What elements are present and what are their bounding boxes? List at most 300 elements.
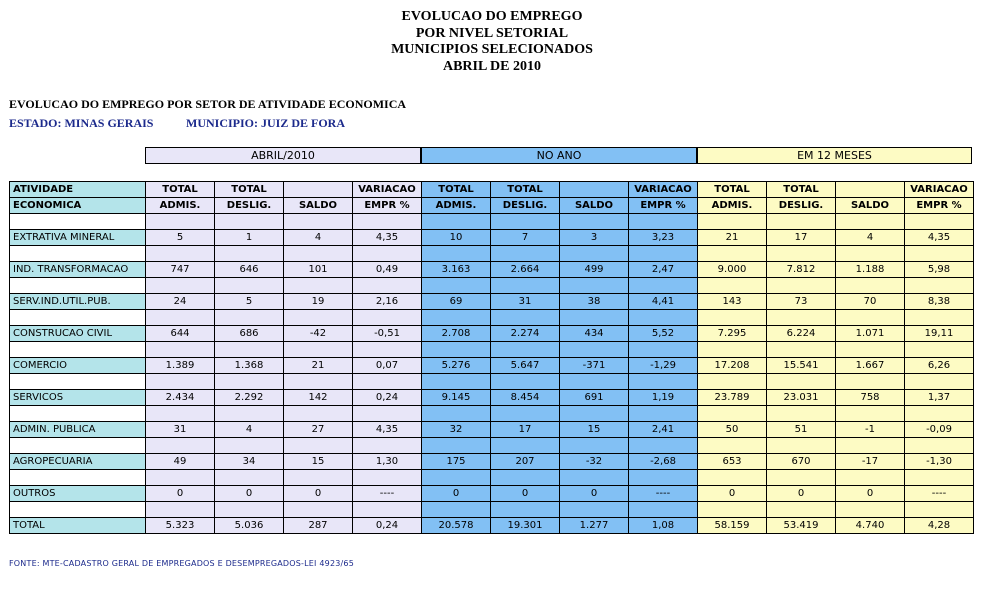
- table-cell: [491, 278, 560, 294]
- row-label: SERV.IND.UTIL.PUB.: [10, 294, 146, 310]
- table-cell: 21: [698, 230, 767, 246]
- table-cell: 1.667: [836, 358, 905, 374]
- table-cell: 175: [422, 454, 491, 470]
- table-cell: 758: [836, 390, 905, 406]
- table-cell: [146, 406, 215, 422]
- table-cell: 0,49: [353, 262, 422, 278]
- table-subtitle: EVOLUCAO DO EMPREGO POR SETOR DE ATIVIDADE ECONOMICA: [9, 97, 407, 111]
- table-cell: [215, 502, 284, 518]
- table-cell: [146, 438, 215, 454]
- table-cell: 499: [560, 262, 629, 278]
- table-cell: [836, 374, 905, 390]
- table-cell: [698, 502, 767, 518]
- table-cell: [215, 470, 284, 486]
- table-cell: 4: [284, 230, 353, 246]
- table-cell: [284, 182, 353, 198]
- table-cell: [491, 342, 560, 358]
- table-cell: [905, 470, 974, 486]
- table-cell: [767, 278, 836, 294]
- table-row: [10, 262, 974, 278]
- table-cell: [698, 310, 767, 326]
- table-cell: [629, 246, 698, 262]
- row-label: [10, 502, 146, 518]
- table-cell: 10: [422, 230, 491, 246]
- table-cell: 1,30: [353, 454, 422, 470]
- row-label: AGROPECUARIA: [10, 454, 146, 470]
- table-cell: [905, 502, 974, 518]
- table-cell: 4,35: [353, 230, 422, 246]
- table-cell: [491, 246, 560, 262]
- table-cell: SALDO: [284, 198, 353, 214]
- table-cell: 0: [284, 486, 353, 502]
- table-cell: 49: [146, 454, 215, 470]
- table-cell: [215, 406, 284, 422]
- row-label: [10, 438, 146, 454]
- table-cell: [698, 438, 767, 454]
- table-cell: -0,09: [905, 422, 974, 438]
- table-cell: -2,68: [629, 454, 698, 470]
- row-label: OUTROS: [10, 486, 146, 502]
- table-cell: [146, 246, 215, 262]
- table-cell: [560, 182, 629, 198]
- table-cell: [491, 438, 560, 454]
- table-cell: [767, 438, 836, 454]
- band-abril-2010: ABRIL/2010: [145, 147, 421, 164]
- table-cell: 0: [698, 486, 767, 502]
- table-cell: 21: [284, 358, 353, 374]
- table-cell: 2.664: [491, 262, 560, 278]
- row-label: SERVICOS: [10, 390, 146, 406]
- spacer-row: [10, 502, 974, 518]
- table-cell: -0,51: [353, 326, 422, 342]
- table-cell: TOTAL: [698, 182, 767, 198]
- table-cell: -17: [836, 454, 905, 470]
- table-cell: 70: [836, 294, 905, 310]
- table-cell: 5.276: [422, 358, 491, 374]
- table-cell: [560, 310, 629, 326]
- table-cell: 4.740: [836, 518, 905, 534]
- employment-table: [9, 181, 974, 534]
- report-title: [0, 9, 984, 75]
- table-cell: -1: [836, 422, 905, 438]
- table-cell: 0: [215, 486, 284, 502]
- table-cell: 4: [836, 230, 905, 246]
- table-cell: 4,35: [905, 230, 974, 246]
- table-cell: 17: [767, 230, 836, 246]
- table-cell: 1,37: [905, 390, 974, 406]
- table-cell: [284, 470, 353, 486]
- table-cell: 2,47: [629, 262, 698, 278]
- table-cell: -371: [560, 358, 629, 374]
- table-cell: 143: [698, 294, 767, 310]
- table-cell: DESLIG.: [215, 198, 284, 214]
- table-cell: [353, 374, 422, 390]
- row-label: CONSTRUCAO CIVIL: [10, 326, 146, 342]
- table-cell: 653: [698, 454, 767, 470]
- table-cell: 2,41: [629, 422, 698, 438]
- table-cell: VARIACAO: [905, 182, 974, 198]
- row-label: [10, 278, 146, 294]
- table-cell: [284, 214, 353, 230]
- table-cell: 1.071: [836, 326, 905, 342]
- table-cell: [698, 406, 767, 422]
- table-cell: [698, 374, 767, 390]
- table-cell: [698, 278, 767, 294]
- row-label: [10, 406, 146, 422]
- row-label: [10, 470, 146, 486]
- table-cell: 19,11: [905, 326, 974, 342]
- table-cell: 434: [560, 326, 629, 342]
- table-cell: 3,23: [629, 230, 698, 246]
- table-cell: [215, 214, 284, 230]
- table-cell: EMPR %: [629, 198, 698, 214]
- table-cell: 4,35: [353, 422, 422, 438]
- table-cell: DESLIG.: [491, 198, 560, 214]
- table-cell: [767, 310, 836, 326]
- table-cell: 51: [767, 422, 836, 438]
- table-cell: [146, 278, 215, 294]
- spacer-row: [10, 374, 974, 390]
- table-cell: [905, 342, 974, 358]
- table-cell: [836, 438, 905, 454]
- table-cell: [767, 214, 836, 230]
- table-cell: SALDO: [560, 198, 629, 214]
- table-cell: [353, 342, 422, 358]
- table-cell: ADMIS.: [698, 198, 767, 214]
- table-cell: 1,19: [629, 390, 698, 406]
- table-cell: [215, 278, 284, 294]
- table-cell: [284, 246, 353, 262]
- table-cell: [284, 438, 353, 454]
- table-cell: 686: [215, 326, 284, 342]
- title-line-1: EVOLUCAO DO EMPREGO: [401, 9, 583, 24]
- table-cell: EMPR %: [353, 198, 422, 214]
- table-cell: 5: [215, 294, 284, 310]
- row-label: [10, 374, 146, 390]
- source-footnote: FONTE: MTE-CADASTRO GERAL DE EMPREGADOS E DESEMPREGADOS-LEI 4923/65: [9, 559, 354, 568]
- row-label: EXTRATIVA MINERAL: [10, 230, 146, 246]
- row-label: ADMIN. PUBLICA: [10, 422, 146, 438]
- table-cell: [560, 374, 629, 390]
- row-label: [10, 342, 146, 358]
- table-cell: 691: [560, 390, 629, 406]
- table-cell: [422, 342, 491, 358]
- table-cell: [629, 374, 698, 390]
- table-cell: 0,07: [353, 358, 422, 374]
- table-cell: 2.708: [422, 326, 491, 342]
- table-cell: EMPR %: [905, 198, 974, 214]
- table-cell: 15: [284, 454, 353, 470]
- table-cell: [215, 342, 284, 358]
- table-cell: -1,30: [905, 454, 974, 470]
- table-cell: [560, 470, 629, 486]
- table-cell: DESLIG.: [767, 198, 836, 214]
- table-row: [10, 358, 974, 374]
- row-label: [10, 310, 146, 326]
- table-cell: 19.301: [491, 518, 560, 534]
- row-label: ECONOMICA: [10, 198, 146, 214]
- table-cell: [836, 406, 905, 422]
- table-cell: 6,26: [905, 358, 974, 374]
- table-row: [10, 230, 974, 246]
- table-cell: [767, 246, 836, 262]
- table-cell: [146, 374, 215, 390]
- table-cell: [284, 310, 353, 326]
- table-cell: 69: [422, 294, 491, 310]
- table-cell: [629, 438, 698, 454]
- table-cell: [353, 214, 422, 230]
- table-cell: [767, 374, 836, 390]
- table-cell: 9.000: [698, 262, 767, 278]
- table-cell: [905, 438, 974, 454]
- table-cell: 2.274: [491, 326, 560, 342]
- total-row: [10, 518, 974, 534]
- table-cell: [215, 374, 284, 390]
- row-label: [10, 246, 146, 262]
- table-cell: [422, 310, 491, 326]
- table-cell: [629, 342, 698, 358]
- table-cell: 0: [560, 486, 629, 502]
- table-cell: [422, 438, 491, 454]
- table-cell: [560, 406, 629, 422]
- table-cell: [215, 246, 284, 262]
- table-cell: TOTAL: [146, 182, 215, 198]
- table-cell: 0: [767, 486, 836, 502]
- table-cell: 58.159: [698, 518, 767, 534]
- table-cell: [629, 470, 698, 486]
- table-cell: [491, 310, 560, 326]
- table-row: [10, 294, 974, 310]
- table-cell: [698, 214, 767, 230]
- table-cell: 0: [491, 486, 560, 502]
- table-cell: 73: [767, 294, 836, 310]
- table-cell: VARIACAO: [629, 182, 698, 198]
- table-cell: 747: [146, 262, 215, 278]
- table-cell: [284, 342, 353, 358]
- table-cell: [698, 470, 767, 486]
- table-row: [10, 486, 974, 502]
- table-cell: [146, 342, 215, 358]
- table-cell: [836, 310, 905, 326]
- table-cell: [836, 278, 905, 294]
- table-cell: 32: [422, 422, 491, 438]
- table-cell: 0: [146, 486, 215, 502]
- table-cell: 7: [491, 230, 560, 246]
- header-row-2: [10, 198, 974, 214]
- spacer-row: [10, 470, 974, 486]
- table-cell: [698, 342, 767, 358]
- table-cell: 3.163: [422, 262, 491, 278]
- table-cell: 0,24: [353, 390, 422, 406]
- table-cell: [560, 342, 629, 358]
- table-cell: 31: [146, 422, 215, 438]
- table-cell: [698, 246, 767, 262]
- table-cell: [491, 502, 560, 518]
- table-cell: [905, 374, 974, 390]
- table-cell: 34: [215, 454, 284, 470]
- spacer-row: [10, 214, 974, 230]
- table-cell: -32: [560, 454, 629, 470]
- table-cell: 17: [491, 422, 560, 438]
- table-cell: [353, 406, 422, 422]
- table-cell: [215, 310, 284, 326]
- table-cell: -1,29: [629, 358, 698, 374]
- table-cell: 17.208: [698, 358, 767, 374]
- table-cell: [491, 470, 560, 486]
- table-row: [10, 326, 974, 342]
- row-label: TOTAL: [10, 518, 146, 534]
- table-cell: [422, 374, 491, 390]
- table-cell: [422, 406, 491, 422]
- table-cell: 7.812: [767, 262, 836, 278]
- table-cell: [491, 374, 560, 390]
- spacer-row: [10, 246, 974, 262]
- table-cell: 20.578: [422, 518, 491, 534]
- table-cell: 15: [560, 422, 629, 438]
- title-line-2: POR NIVEL SETORIAL: [415, 25, 569, 41]
- table-cell: 50: [698, 422, 767, 438]
- header-row-1: [10, 182, 974, 198]
- table-cell: [146, 214, 215, 230]
- table-cell: [560, 214, 629, 230]
- table-cell: [146, 502, 215, 518]
- location-line: [9, 116, 345, 131]
- table-cell: 207: [491, 454, 560, 470]
- table-cell: 5.323: [146, 518, 215, 534]
- table-cell: [560, 246, 629, 262]
- table-cell: -42: [284, 326, 353, 342]
- table-cell: [560, 502, 629, 518]
- spacer-row: [10, 438, 974, 454]
- table-cell: [353, 246, 422, 262]
- table-cell: 4,28: [905, 518, 974, 534]
- table-cell: [353, 438, 422, 454]
- table-cell: 1.368: [215, 358, 284, 374]
- table-cell: 101: [284, 262, 353, 278]
- table-cell: 1.277: [560, 518, 629, 534]
- table-cell: 27: [284, 422, 353, 438]
- band-12-meses: EM 12 MESES: [697, 147, 972, 164]
- table-cell: 31: [491, 294, 560, 310]
- table-cell: 5,52: [629, 326, 698, 342]
- table-cell: [629, 406, 698, 422]
- table-cell: [422, 214, 491, 230]
- table-cell: 8,38: [905, 294, 974, 310]
- band-no-ano: NO ANO: [421, 147, 697, 164]
- table-cell: 5,98: [905, 262, 974, 278]
- table-cell: 4,41: [629, 294, 698, 310]
- table-cell: 38: [560, 294, 629, 310]
- table-cell: 19: [284, 294, 353, 310]
- table-cell: [836, 342, 905, 358]
- table-cell: 0,24: [353, 518, 422, 534]
- table-cell: ADMIS.: [422, 198, 491, 214]
- table-cell: ----: [353, 486, 422, 502]
- title-line-4: ABRIL DE 2010: [442, 58, 542, 74]
- spacer-row: [10, 278, 974, 294]
- table-cell: [353, 310, 422, 326]
- table-cell: [767, 470, 836, 486]
- table-row: [10, 454, 974, 470]
- table-cell: [836, 470, 905, 486]
- table-cell: 24: [146, 294, 215, 310]
- table-cell: 1.389: [146, 358, 215, 374]
- table-cell: [284, 406, 353, 422]
- table-cell: [491, 406, 560, 422]
- table-cell: TOTAL: [422, 182, 491, 198]
- table-cell: 53.419: [767, 518, 836, 534]
- table-cell: [905, 246, 974, 262]
- table-cell: 23.789: [698, 390, 767, 406]
- table-cell: 2.434: [146, 390, 215, 406]
- table-cell: 1: [215, 230, 284, 246]
- spacer-row: [10, 406, 974, 422]
- table-cell: 4: [215, 422, 284, 438]
- table-cell: [836, 214, 905, 230]
- table-cell: 0: [422, 486, 491, 502]
- table-cell: 9.145: [422, 390, 491, 406]
- table-cell: [284, 278, 353, 294]
- table-cell: [905, 406, 974, 422]
- table-cell: [836, 182, 905, 198]
- table-cell: [146, 470, 215, 486]
- table-cell: [560, 438, 629, 454]
- title-line-3: MUNICIPIOS SELECIONADOS: [391, 42, 593, 57]
- table-cell: 5.036: [215, 518, 284, 534]
- table-cell: 1,08: [629, 518, 698, 534]
- table-cell: TOTAL: [767, 182, 836, 198]
- table-cell: 23.031: [767, 390, 836, 406]
- row-label: ATIVIDADE: [10, 182, 146, 198]
- table-cell: [767, 406, 836, 422]
- table-cell: 6.224: [767, 326, 836, 342]
- table-cell: [905, 310, 974, 326]
- table-cell: ----: [905, 486, 974, 502]
- table-cell: 644: [146, 326, 215, 342]
- table-cell: [491, 214, 560, 230]
- table-cell: 287: [284, 518, 353, 534]
- table-cell: [422, 278, 491, 294]
- table-cell: 2,16: [353, 294, 422, 310]
- row-label: COMERCIO: [10, 358, 146, 374]
- table-cell: [422, 246, 491, 262]
- table-cell: [284, 502, 353, 518]
- row-label: [10, 214, 146, 230]
- table-cell: [284, 374, 353, 390]
- table-cell: 5.647: [491, 358, 560, 374]
- spacer-row: [10, 342, 974, 358]
- table-cell: [629, 310, 698, 326]
- table-row: [10, 422, 974, 438]
- table-cell: 7.295: [698, 326, 767, 342]
- table-cell: [767, 342, 836, 358]
- spacer-row: [10, 310, 974, 326]
- table-cell: 3: [560, 230, 629, 246]
- table-cell: SALDO: [836, 198, 905, 214]
- table-cell: TOTAL: [215, 182, 284, 198]
- table-cell: [422, 502, 491, 518]
- table-cell: VARIACAO: [353, 182, 422, 198]
- table-cell: [905, 278, 974, 294]
- table-cell: 1.188: [836, 262, 905, 278]
- row-label: IND. TRANSFORMACAO: [10, 262, 146, 278]
- municipio-label: MUNICIPIO: JUIZ DE FORA: [186, 116, 345, 130]
- table-cell: 670: [767, 454, 836, 470]
- table-cell: [215, 438, 284, 454]
- table-cell: [629, 214, 698, 230]
- table-cell: [905, 214, 974, 230]
- table-cell: [629, 278, 698, 294]
